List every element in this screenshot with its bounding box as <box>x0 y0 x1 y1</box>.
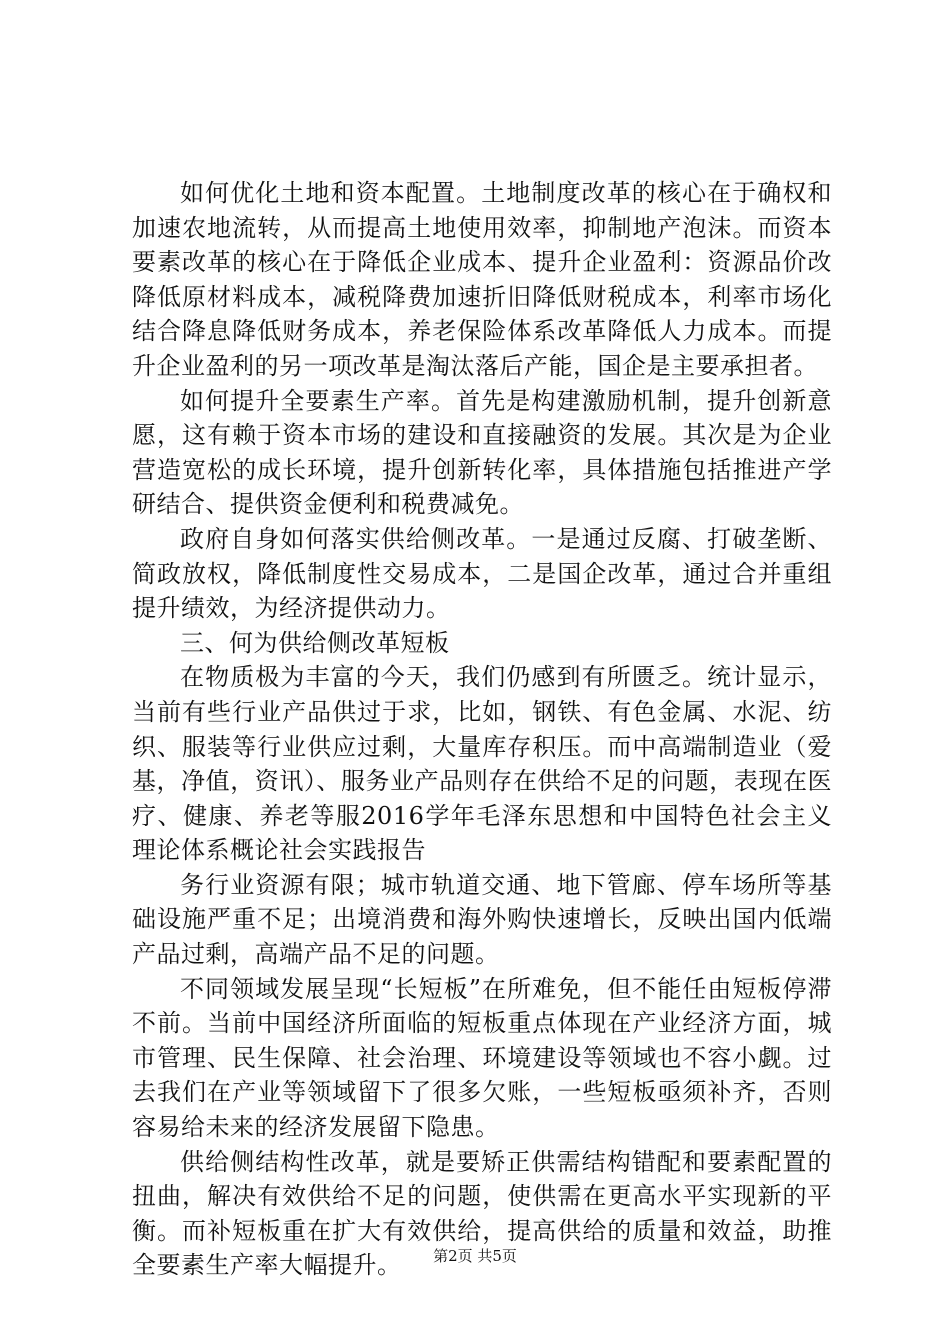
paragraph-short-boards: 不同领域发展呈现“长短板”在所难免，但不能任由短板停滞不前。当前中国经济所面临的短板重点体现在产业经济方面，城市管理、民生保障、社会治理、环境建设等领域也不容小觑。过去我们在产业等领域留下了很多欠账，一些短板亟须补齐，否则容易给未来的经济发展留下隐患。 <box>132 974 832 1142</box>
paragraph-infrastructure: 务行业资源有限；城市轨道交通、地下管廊、停车场所等基础设施严重不足；出境消费和海外购快速增长，反映出国内低端产品过剩，高端产品不足的问题。 <box>132 870 832 969</box>
document-body <box>132 176 832 1283</box>
paragraph-oversupply: 在物质极为丰富的今天，我们仍感到有所匮乏。统计显示，当前有些行业产品供过于求，比如，钢铁、有色金属、水泥、纺织、服装等行业供应过剩，大量库存积压。而中高端制造业（爱基，净值，资讯）、服务业产品则存在供给不足的问题，表现在医疗、健康、养老等服2016学年毛泽东思想和中国特色社会主义理论体系概论社会实践报告 <box>132 663 832 865</box>
paragraph-productivity: 如何提升全要素生产率。首先是构建激励机制，提升创新意愿，这有赖于资本市场的建设和直接融资的发展。其次是为企业营造宽松的成长环境，提升创新转化率，具体措施包括推进产学研结合、提供资金便利和税费减免。 <box>132 386 832 519</box>
paragraph-land-capital: 如何优化土地和资本配置。土地制度改革的核心在于确权和加速农地流转，从而提高土地使用效率，抑制地产泡沫。而资本要素改革的核心在于降低企业成本、提升企业盈利：资源品价改降低原材料成本，减税降费加速折旧降低财税成本，利率市场化结合降息降低财务成本，养老保险体系改革降低人力成本。而提升企业盈利的另一项改革是淘汰落后产能，国企是主要承担者。 <box>132 179 832 380</box>
page-number-footer: 第2页 共5页 <box>433 1247 517 1265</box>
section-heading: 三、何为供给侧改革短板 <box>180 628 450 657</box>
paragraph-structural-reform: 供给侧结构性改革，就是要矫正供需结构错配和要素配置的扭曲，解决有效供给不足的问题，使供需在更高水平实现新的平衡。而补短板重在扩大有效供给，提高供给的质量和效益，助推全要素生产率大幅提升。 <box>132 1147 832 1280</box>
paragraph-government: 政府自身如何落实供给侧改革。一是通过反腐、打破垄断、简政放权，降低制度性交易成本，二是国企改革，通过合并重组提升绩效，为经济提供动力。 <box>132 524 832 623</box>
